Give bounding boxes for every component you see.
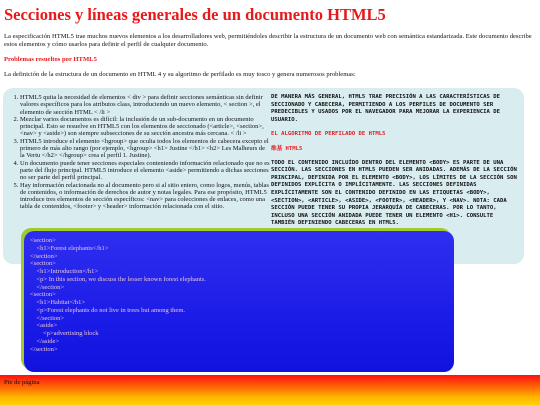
problem-item: 3. HTML5 introduce el elemento <hgroup> que oculta todos los elementos de cabecera excepto el primero de más alto rango (por ejemplo, <hgroup> <h1> Justine </h1> <h2> Les Malheurs de la Vertu </h2> </hgroup> crea el perfil 1. Justine). — [20, 138, 271, 160]
sidebar-paragraph: TODO EL CONTENIDO INCLUÍDO DENTRO DEL ELEMENTO <BODY> ES PARTE DE UNA SECCIÓN. LAS SECCIONES EN HTML5 PUEDEN SER ANIDADAS. ADEMÁS DE LA SECCIÓN PRINCIPAL, DEFINIDA POR EL ELEMENTO <BODY>, LOS LÍMITES DE LA SECCIÓN SON DEFINIDOS EXPLÍCITA O IMPLÍCITAMENTE. LAS SECCIONES DEFINIDAS EXPLÍCITAMENTE SON EL CONTENIDO DEFINIDO EN LAS ETIQUETAS <BODY>, <SECTION>, <ARTICLE>, <ASIDE>, <FOOTER>, <HEADER>, Y <NAV>. NOTA: CADA SECCIÓN PUEDE TENER SU PROPIA JERARQUÍA DE CABECERAS. POR LO TANTO, INCLUSO UNA SECCIÓN ANIDADA PUEDE TENER UN ELEMENTO <H1>. CONSULTE TAMBIÉN DEFINIENDO CABECERAS EN HTML5. — [271, 159, 517, 227]
footer-text: Pie de página — [4, 379, 40, 386]
problems-list — [3, 94, 271, 211]
page-footer — [0, 375, 540, 405]
problem-item: 5. Hay información relacionada no al documento pero si al sitio entero, como logos, menús, tablas de contenidos, o información de derechos de autor y notas legales. Para ese propósito, HTML5 introduce tres elementos de sección específicos: <nav> para colecciones de enlaces, como una tabla de contenidos, <footer> y <header> información relacionada con el sitio. — [20, 182, 271, 211]
code-line: </section> — [30, 252, 58, 260]
problem-item: 4. Un documento puede tener secciones especiales conteniendo información relacionado que no es parte del flujo principal. HTML5 introduce el elemento <aside> permitiendo a dichas secciones no ser parte del perfil principal. — [20, 160, 271, 182]
code-line: </section> — [30, 283, 65, 291]
code-line: <aside> — [30, 322, 58, 330]
code-line: <h1>Habitat</h1> — [30, 299, 86, 306]
code-line: </section> — [30, 314, 65, 322]
sidebar-paragraph: DE MANERA MÁS GENERAL, HTML5 TRAE PRECISIÓN A LAS CARACTERÍSTICAS DE SECCIONADO Y CABECERA, PERMITIENDO A LOS PERFILES DE DOCUMENTO SER PREDECIBLES Y USADOS POR EL NAVEGADOR PARA MEJORAR LA EXPERIENCIA DE USUARIO. — [271, 94, 501, 123]
outline-sidebar — [271, 94, 519, 235]
code-line: <p>Forest elephants do not live in trees but among them. — [30, 306, 186, 314]
lead-paragraph: La definición de la estructura de un documento en HTML 4 y su algoritmo de perfilado es muy tosco y genera numerosos problemas: — [4, 71, 356, 78]
code-example-box — [24, 231, 454, 372]
problem-item: 1. HTML5 quita la necesidad de elementos < div > para definir secciones semánticas sin definir valores específicos para los atributos class, introduciendo un nuevo elemento, < section >, el elemento de sección HTML < /li > — [20, 94, 271, 116]
page-title: Secciones y líneas generales de un documento HTML5 — [4, 5, 386, 24]
code-line: </aside> — [30, 337, 59, 345]
intro-paragraph: La especificación HTML5 trae muchos nuevos elementos a los desarrolladores web, permitiéndoles describir la estructura de un documento web con semántica estandarizada. Este documento describe estos elementos y cómo usarlos para definir el perfil de cualquier documento. — [4, 33, 532, 48]
code-line: <p>advertising block — [30, 330, 99, 337]
code-line: <p> In this section, we discuss the lesser known forest elephants. — [30, 275, 206, 283]
code-line: <section> — [30, 291, 56, 299]
code-line: <h1>Forest elephants</h1> — [30, 244, 109, 252]
problems-heading: Problemas resueltos por HTML5 — [4, 56, 97, 63]
code-line: <section> — [30, 260, 56, 268]
code-line: <h1>Introduction</h1> — [30, 268, 99, 275]
code-line: </section> — [30, 345, 58, 353]
problem-item: 2. Mezclar varios documentos es difícil: la inclusión de un sub-documento en un documento principal. Esto se resuelve en HTML5 con los elementos de seccionado (<article>, <section>, <nav> y <aside>) son siempre subsecciones de su sección ancestra más cercana. < /li > — [20, 116, 271, 138]
sidebar-heading: EL ALGORITMO DE PERFILADO DE HTML5 — [271, 131, 386, 138]
wiki-link[interactable]: 维基 HTML5 — [271, 145, 303, 152]
code-line: <section> — [30, 237, 56, 244]
code-block — [24, 231, 454, 353]
